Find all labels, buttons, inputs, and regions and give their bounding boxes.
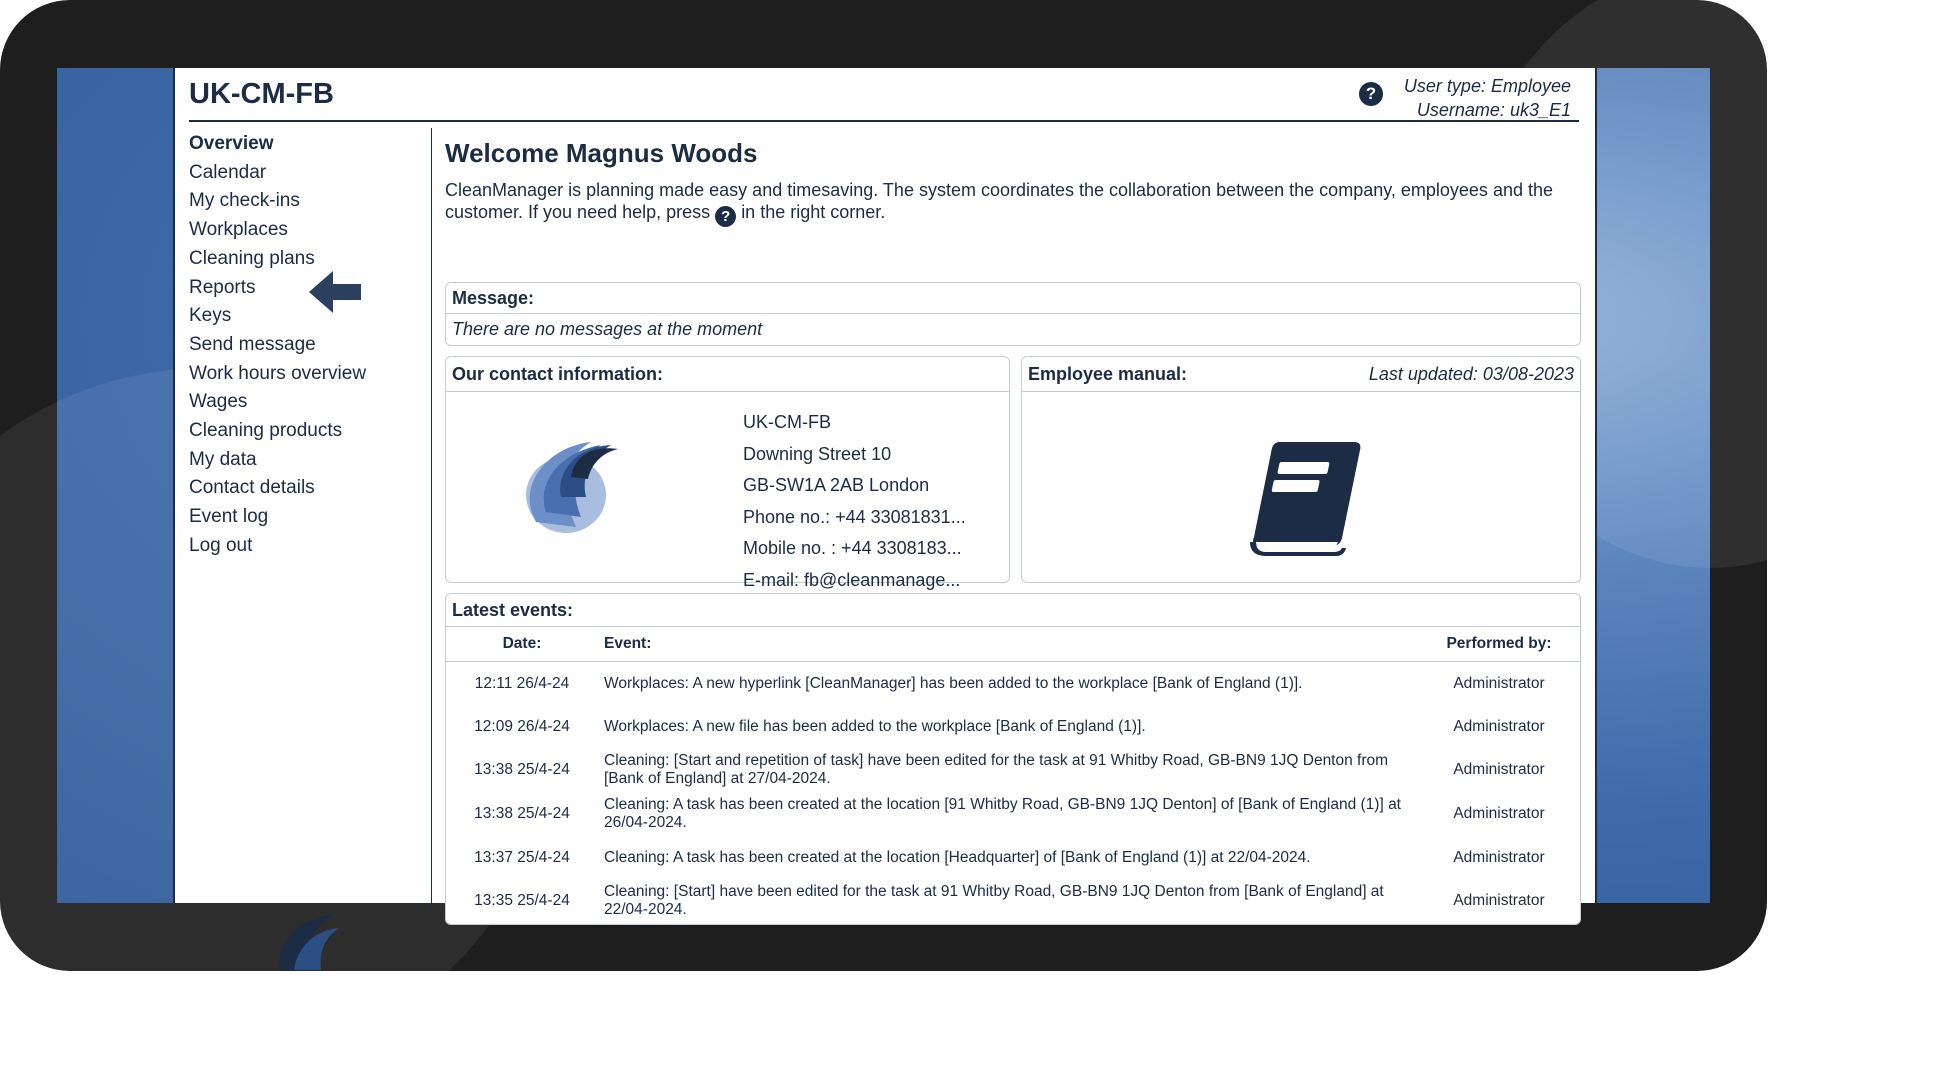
events-title: Latest events:: [446, 594, 1580, 627]
event-text: Workplaces: A new file has been added to the workplace [Bank of England (1)].: [604, 717, 1146, 735]
app-window: [173, 68, 1597, 918]
brand-title[interactable]: UK-CM-FB: [189, 78, 334, 110]
manual-panel: [1021, 356, 1581, 583]
event-performed-by: Administrator: [1453, 674, 1545, 692]
sidebar-item-overview[interactable]: Overview: [189, 133, 274, 154]
sidebar-item-send-message[interactable]: Send message: [189, 333, 316, 355]
message-body: There are no messages at the moment: [452, 319, 763, 339]
sidebar-item-work-hours-overview[interactable]: Work hours overview: [189, 362, 367, 384]
event-date: 12:09 26/4-24: [474, 717, 570, 735]
intro-text-part1: CleanManager is planning made easy and timesaving. The system coordinates the collaboration between the company, employees and the customer. If you need help, press: [445, 180, 1553, 222]
username: Username: uk3_E1: [1416, 100, 1571, 120]
table-row[interactable]: [446, 662, 1580, 706]
help-icon[interactable]: ?: [1359, 82, 1383, 106]
company-logo-icon: [239, 900, 379, 970]
table-row[interactable]: [446, 705, 1580, 748]
manual-title: Employee manual:: [1028, 364, 1188, 384]
message-title: Message:: [446, 283, 1580, 314]
column-header-event[interactable]: Event:: [598, 627, 1418, 662]
book-icon[interactable]: [1242, 442, 1362, 557]
event-text: Cleaning: [Start and repetition of task] have been edited for the task at 91 Whitby Road, GB-BN9 1JQ Denton from [Bank of England] at 27/04-2024.: [604, 752, 1389, 787]
events-panel: [445, 593, 1581, 925]
contact-panel: [445, 356, 1010, 590]
event-performed-by: Administrator: [1453, 761, 1545, 778]
page-title: Welcome Magnus Woods: [445, 138, 758, 168]
manual-header: [1022, 357, 1580, 392]
sidebar-item-workplaces[interactable]: Workplaces: [189, 219, 288, 241]
event-date: 13:38 25/4-24: [474, 761, 570, 778]
user-type: User type: Employee: [1403, 76, 1571, 96]
event-text: Cleaning: A task has been created at the location [91 Whitby Road, GB-BN9 1JQ Denton] of [Bank of England (1)] at 26/04-2024.: [604, 796, 1401, 831]
contact-phone[interactable]: Phone no.: +44 33081831...: [743, 506, 966, 527]
event-text: Cleaning: [Start] have been edited for the task at 91 Whitby Road, GB-BN9 1JQ Denton from [Bank of England] at 22/04-2024.: [604, 883, 1384, 918]
contact-lines: [743, 407, 983, 596]
column-header-date[interactable]: Date:: [446, 627, 598, 662]
sidebar-item-my-data[interactable]: My data: [189, 448, 257, 470]
intro-text-part2: in the right corner.: [741, 202, 886, 222]
sidebar-item-log-out[interactable]: Log out: [189, 534, 253, 556]
table-row[interactable]: [446, 879, 1580, 923]
sidebar-nav: [189, 130, 429, 561]
header: [189, 68, 1579, 122]
sidebar-item-cleaning-plans[interactable]: Cleaning plans: [189, 247, 315, 269]
table-row[interactable]: [446, 792, 1580, 836]
company-logo-icon: [506, 417, 626, 542]
event-date: 12:11 26/4-24: [474, 674, 570, 692]
main-content: [445, 128, 1585, 918]
contact-city: GB-SW1A 2AB London: [743, 475, 930, 495]
event-date: 13:38 25/4-24: [474, 805, 570, 822]
user-info: [1404, 74, 1571, 122]
sidebar-item-contact-details[interactable]: Contact details: [189, 477, 315, 499]
contact-email[interactable]: E-mail: fb@cleanmanage...: [743, 569, 961, 590]
contact-title: Our contact information:: [446, 357, 1009, 392]
sidebar-item-cleaning-products[interactable]: Cleaning products: [189, 420, 343, 442]
event-performed-by: Administrator: [1453, 892, 1545, 909]
event-performed-by: Administrator: [1453, 848, 1545, 866]
sidebar-item-my-check-ins[interactable]: My check-ins: [189, 190, 300, 212]
sidebar-divider: [431, 128, 432, 908]
sidebar-item-keys[interactable]: Keys: [189, 305, 232, 327]
event-text: Workplaces: A new hyperlink [CleanManager] has been added to the workplace [Bank of England (1)].: [604, 674, 1303, 692]
sidebar-item-wages[interactable]: Wages: [189, 391, 248, 413]
event-performed-by: Administrator: [1453, 717, 1545, 735]
message-panel: [445, 282, 1581, 346]
help-inline-icon: ?: [715, 206, 736, 227]
column-header-performed-by[interactable]: Performed by:: [1418, 627, 1580, 662]
sidebar-item-reports[interactable]: Reports: [189, 276, 256, 298]
events-table: [446, 627, 1580, 923]
manual-updated: Last updated: 03/08-2023: [1368, 364, 1574, 384]
intro-text: [445, 179, 1575, 227]
contact-company: UK-CM-FB: [743, 412, 831, 432]
event-performed-by: Administrator: [1453, 805, 1545, 822]
desktop-background: [57, 68, 1710, 918]
events-header-row: [446, 627, 1580, 662]
event-date: 13:37 25/4-24: [474, 848, 570, 866]
table-row[interactable]: [446, 836, 1580, 879]
sidebar-item-event-log[interactable]: Event log: [189, 506, 269, 528]
contact-mobile[interactable]: Mobile no. : +44 3308183...: [743, 538, 962, 558]
sidebar-item-calendar[interactable]: Calendar: [189, 161, 267, 183]
event-date: 13:35 25/4-24: [474, 892, 570, 909]
event-text: Cleaning: A task has been created at the location [Headquarter] of [Bank of England (1)] at 22/04-2024.: [604, 848, 1311, 866]
contact-street: Downing Street 10: [743, 443, 892, 464]
arrow-left-icon: [307, 269, 363, 315]
table-row[interactable]: [446, 748, 1580, 792]
